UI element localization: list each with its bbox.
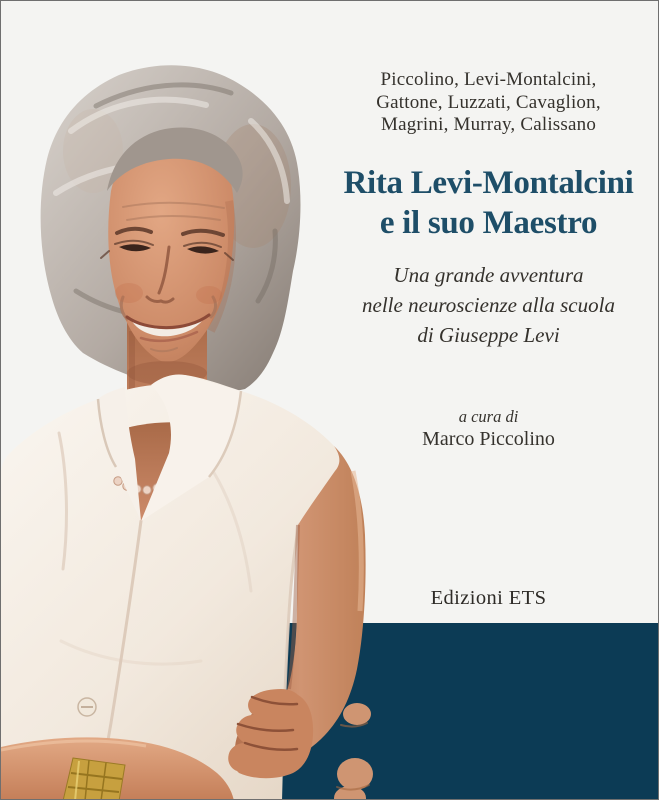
- author-list: [321, 69, 656, 137]
- editor-name: Marco Piccolino: [422, 428, 555, 450]
- gold-watch: [63, 758, 125, 800]
- editor-credit: [321, 407, 656, 451]
- title-line: Rita Levi-Montalcini: [343, 165, 634, 201]
- editor-prefix: a cura di: [458, 407, 519, 426]
- publisher-imprint: Edizioni ETS: [430, 587, 547, 609]
- subtitle-line: nelle neuroscienze alla scuola: [362, 293, 615, 317]
- cover-text-column: [321, 1, 656, 799]
- author-line: Piccolino, Levi-Montalcini,: [380, 69, 597, 90]
- subtitle-line: Una grande avventura: [393, 263, 584, 287]
- author-line: Gattone, Luzzati, Cavaglion,: [376, 91, 601, 113]
- title-line: e il suo Maestro: [379, 205, 598, 241]
- book-subtitle: [321, 260, 656, 350]
- author-line: Magrini, Murray, Calissano: [380, 114, 597, 135]
- book-title: [321, 163, 656, 243]
- subtitle-line: di Giuseppe Levi: [417, 323, 560, 347]
